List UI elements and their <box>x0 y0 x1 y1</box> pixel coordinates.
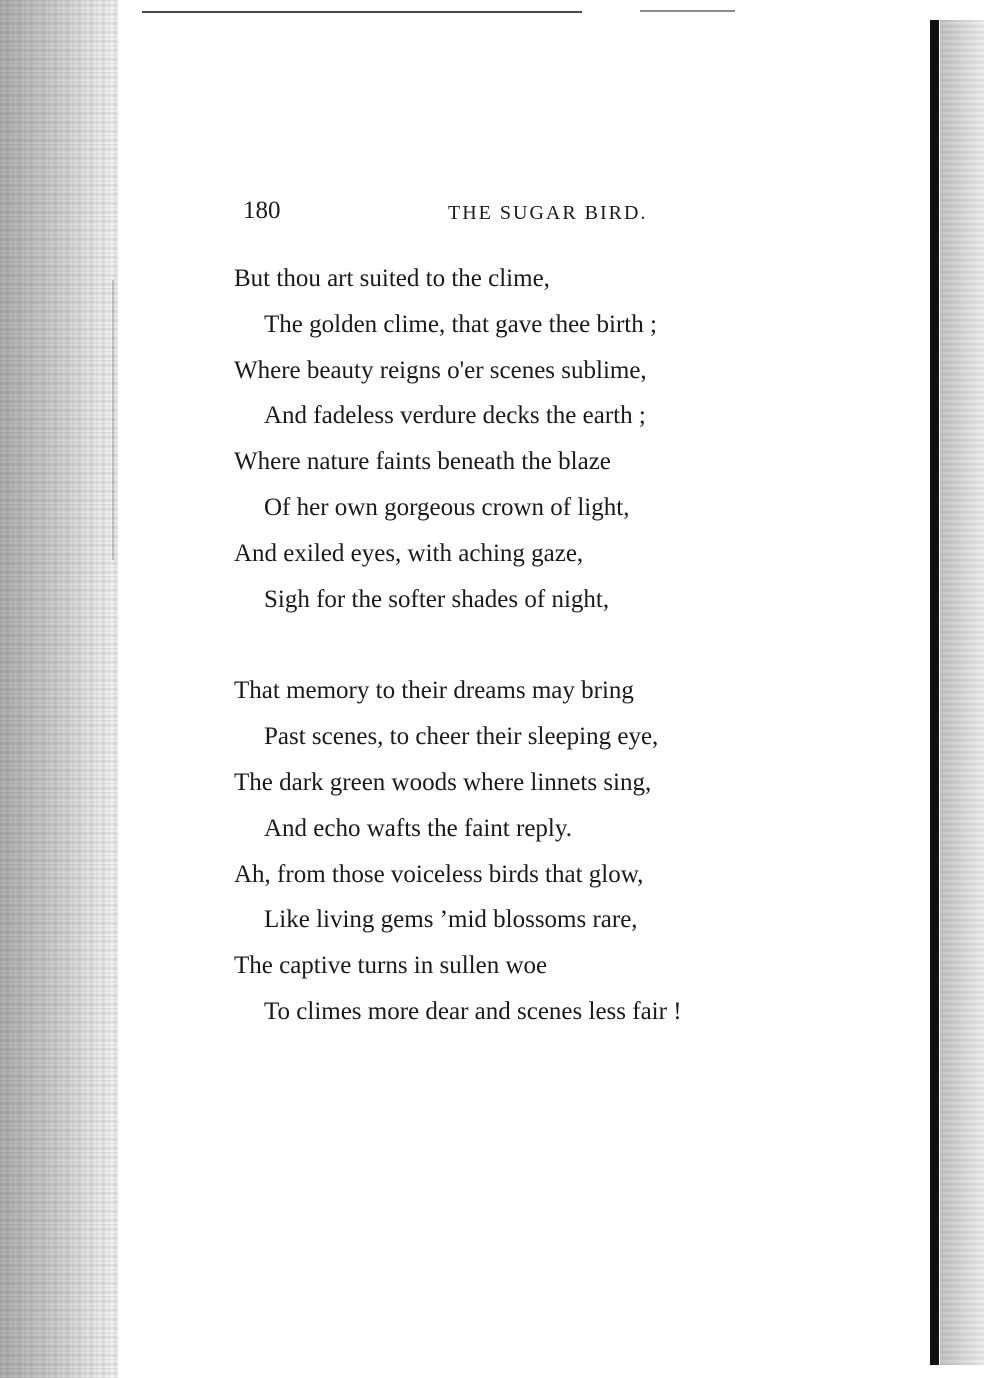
poem-line: The captive turns in sullen woe <box>234 952 548 980</box>
poem-body <box>234 256 794 1035</box>
poem-line: To climes more dear and scenes less fair ! <box>264 997 682 1025</box>
poem-line: And echo wafts the faint reply. <box>264 814 572 842</box>
poem-line: But thou art suited to the clime, <box>234 265 550 292</box>
poem-line: The dark green woods where linnets sing, <box>234 768 652 796</box>
poem-line: Of her own gorgeous crown of light, <box>264 493 630 521</box>
poem-line: Past scenes, to cheer their sleeping eye, <box>264 723 659 751</box>
scan-right-edge-shadow <box>940 20 984 1365</box>
poem-line: Ah, from those voiceless birds that glow, <box>234 860 644 888</box>
poem-line: That memory to their dreams may bring <box>234 677 634 705</box>
poem-line: And fadeless verdure decks the earth ; <box>264 402 646 430</box>
poem-line: Where nature faints beneath the blaze <box>234 448 611 476</box>
scan-gutter-edge <box>112 280 114 560</box>
stanza-1 <box>234 256 794 622</box>
poem-line: Sigh for the softer shades of night, <box>264 585 610 613</box>
poem-line: Where beauty reigns o'er scenes sublime, <box>234 356 647 384</box>
scan-right-edge <box>930 20 939 1365</box>
page-header <box>243 196 703 232</box>
poem-line: The golden clime, that gave thee birth ; <box>264 310 657 338</box>
poem-line: And exiled eyes, with aching gaze, <box>234 539 584 567</box>
scan-gutter-left <box>0 0 118 1378</box>
running-title: THE SUGAR BIRD. <box>448 202 648 224</box>
scan-top-rule <box>142 11 582 13</box>
scan-top-rule-small <box>640 10 735 12</box>
page-number: 180 <box>243 197 281 224</box>
poem-line: Like living gems ’mid blossoms rare, <box>264 906 638 934</box>
stanza-2 <box>234 668 794 1034</box>
